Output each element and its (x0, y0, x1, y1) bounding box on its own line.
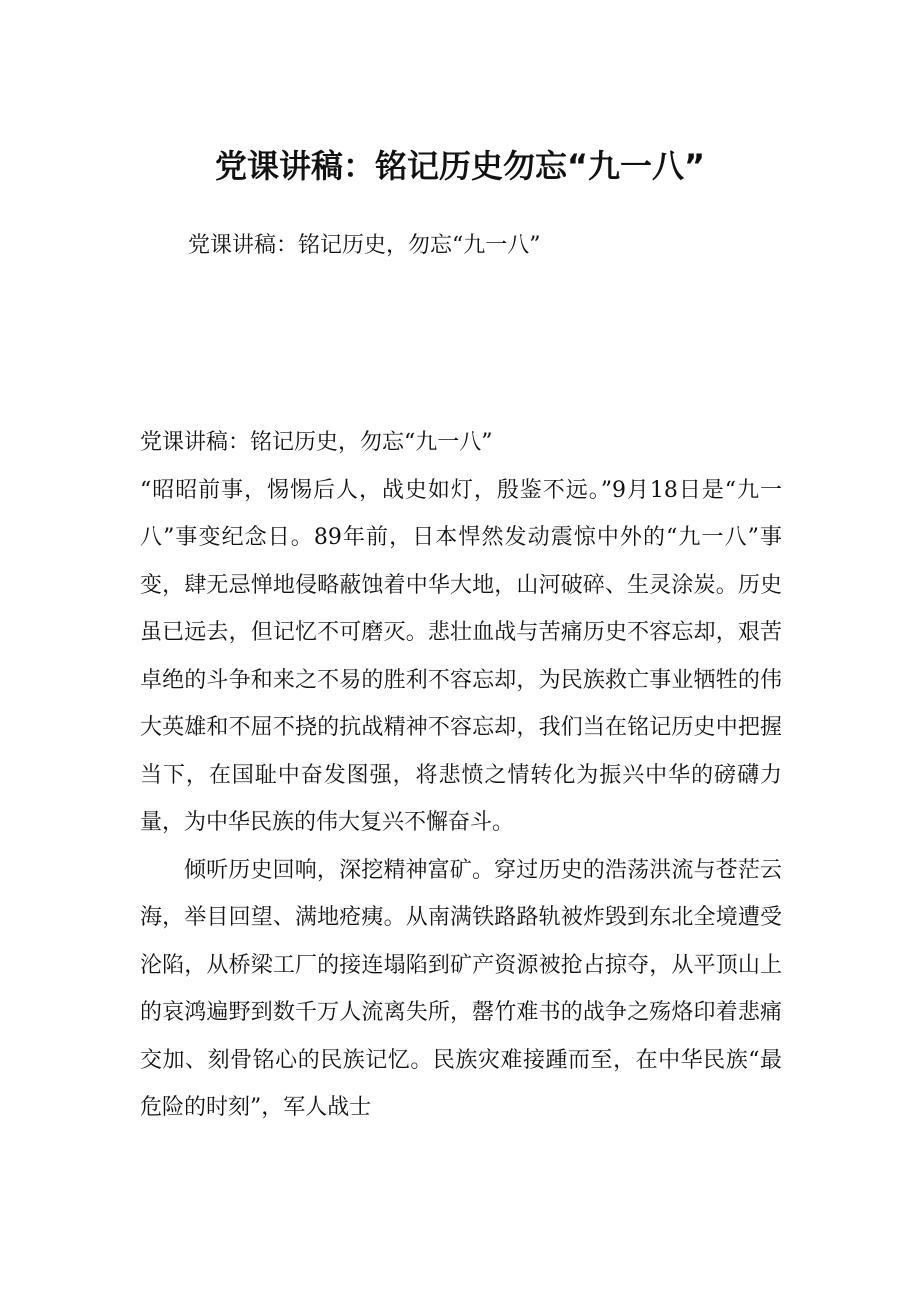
body-paragraph: “昭昭前事，惕惕后人，战史如灯，殷鉴不远。”9月18日是“九一八”事变纪念日。89年前，日本悍然发动震惊中外的“九一八”事变，肆无忌惮地侵略蔽蚀着中华大地，山河破碎、生灵涂炭。历史虽已远去，但记忆不可磨灭。悲壮血战与苦痛历史不容忘却，艰苦卓绝的斗争和来之不易的胜利不容忘却，为民族救亡事业牺牲的伟大英雄和不屈不挠的抗战精神不容忘却，我们当在铭记历史中把握当下，在国耻中奋发图强，将悲愤之情转化为振兴中华的磅礴力量，为中华民族的伟大复兴不懈奋斗。 (140, 477, 782, 835)
document-subtitle: 党课讲稿：铭记历史，勿忘“九一八” (188, 233, 541, 258)
body-paragraph: 倾听历史回响，深挖精神富矿。穿过历史的浩荡洪流与苍茫云海，举目回望、满地疮痍。从南满铁路路轨被炸毁到东北全境遭受沦陷，从桥梁工厂的接连塌陷到矿产资源被抢占掠夺，从平顶山上的哀鸿遍野到数千万人流离失所，罄竹难书的战争之殇烙印着悲痛交加、刻骨铭心的民族记忆。民族灾难接踵而至，在中华民族“最危险的时刻”，军人战士 (140, 857, 782, 1120)
document-title: 党课讲稿：铭记历史勿忘“九一八” (214, 147, 706, 185)
document-body (140, 419, 782, 1132)
body-paragraph-heading: 党课讲稿：铭记历史，勿忘“九一八” (140, 430, 493, 455)
